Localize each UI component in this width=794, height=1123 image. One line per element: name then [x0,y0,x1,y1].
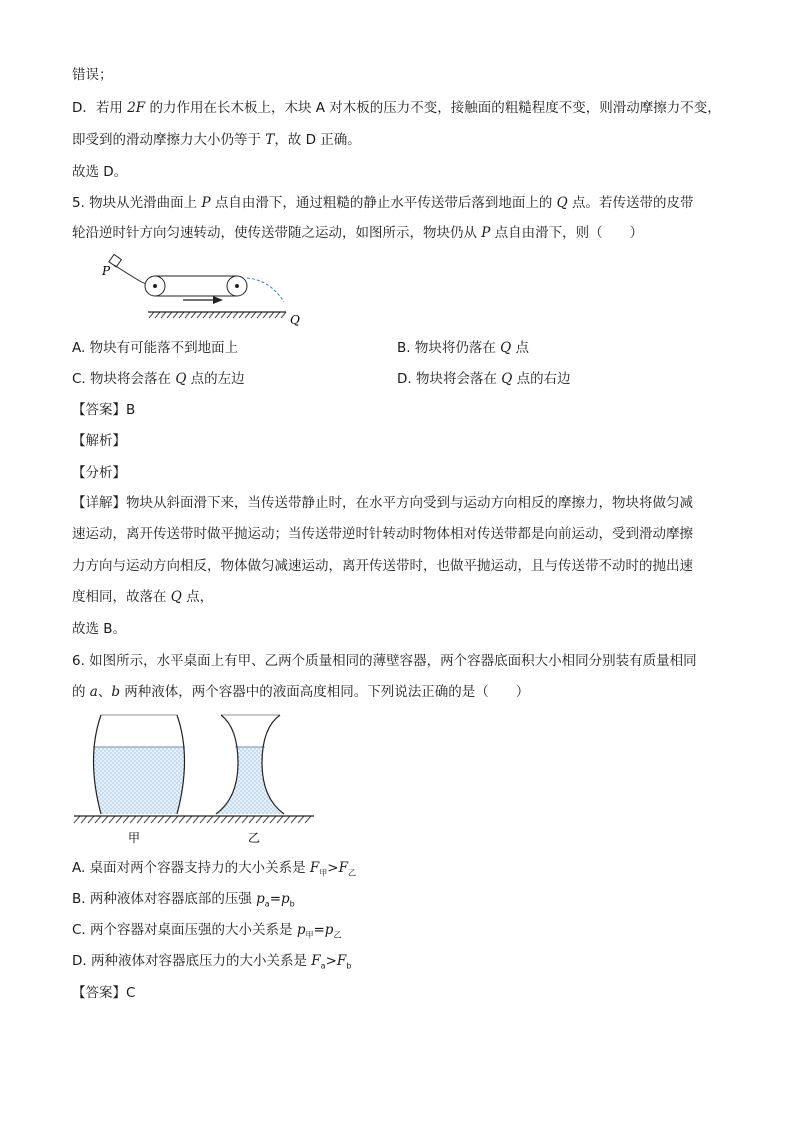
text-line: 即受到的滑动摩擦力大小仍等于 T，故 D 正确。 [72,132,361,148]
answer-label: 【答案】B [72,402,136,418]
containers-figure [70,708,320,848]
label-jia: 甲 [128,831,141,845]
detail-text: 速运动，离开传送带时做平抛运动；当传送带逆时针转动时物体相对传送带都是向前运动，受到滑动摩擦 [72,526,693,542]
question-6-text: 6. 如图所示，水平桌面上有甲、乙两个质量相同的薄壁容器，两个容器底面积大小相同分别装有质量相同 [72,653,697,669]
detail-text: 【详解】物块从斜面滑下来，当传送带静止时，在水平方向受到与运动方向相反的摩擦力，物块将做匀减 [72,495,693,511]
text-line: 故选 D。 [72,164,128,180]
conveyor-figure [100,250,320,330]
label-Q: Q [290,313,300,327]
option-c: C. 物块将会落在 Q 点的左边 [72,371,245,387]
option-b: B. 两种液体对容器底部的压强 $p_a=p_b$ [72,891,295,909]
fenxi-label: 【分析】 [72,465,126,481]
option-a: A. 物块有可能落不到地面上 [72,340,239,356]
analysis-label: 【解析】 [72,433,126,449]
question-5-text: 轮沿逆时针方向匀速转动，使传送带随之运动，如图所示，物块仍从 P 点自由滑下，则（ ） [72,225,644,241]
answer-label: 【答案】C [72,985,136,1001]
option-d: D. 两种液体对容器底压力的大小关系是 $F_a>F_b$ [72,953,352,971]
choice-text: 故选 B。 [72,621,127,637]
text-line: 错误； [72,67,113,83]
text-line: D．若用 2F 的力作用在长木板上，木块 A 对木板的压力不变，接触面的粗糙程度不变，则滑动摩擦力不变， [72,100,721,116]
option-c: C. 两个容器对桌面压强的大小关系是 $p_甲=p_乙$ [72,922,342,940]
detail-text: 力方向与运动方向相反，物体做匀减速运动，离开传送带时，也做平抛运动，且与传送带不动时的抛出速 [72,558,693,574]
label-P: P [102,264,111,278]
detail-text: 度相同，故落在 Q 点， [72,589,214,605]
option-d: D. 物块将会落在 Q 点的右边 [397,371,571,387]
option-a: A. 桌面对两个容器支持力的大小关系是 $F_甲>F_乙$ [72,860,356,878]
option-b: B. 物块将仍落在 Q 点 [397,340,530,356]
question-5-text: 5. 物块从光滑曲面上 P 点自由滑下，通过粗糙的静止水平传送带后落到地面上的 Q 点。若传送带的皮带 [72,195,694,211]
label-yi: 乙 [248,831,261,845]
question-6-text: 的 a、b 两种液体，两个容器中的液面高度相同。下列说法正确的是（ ） [72,684,530,700]
